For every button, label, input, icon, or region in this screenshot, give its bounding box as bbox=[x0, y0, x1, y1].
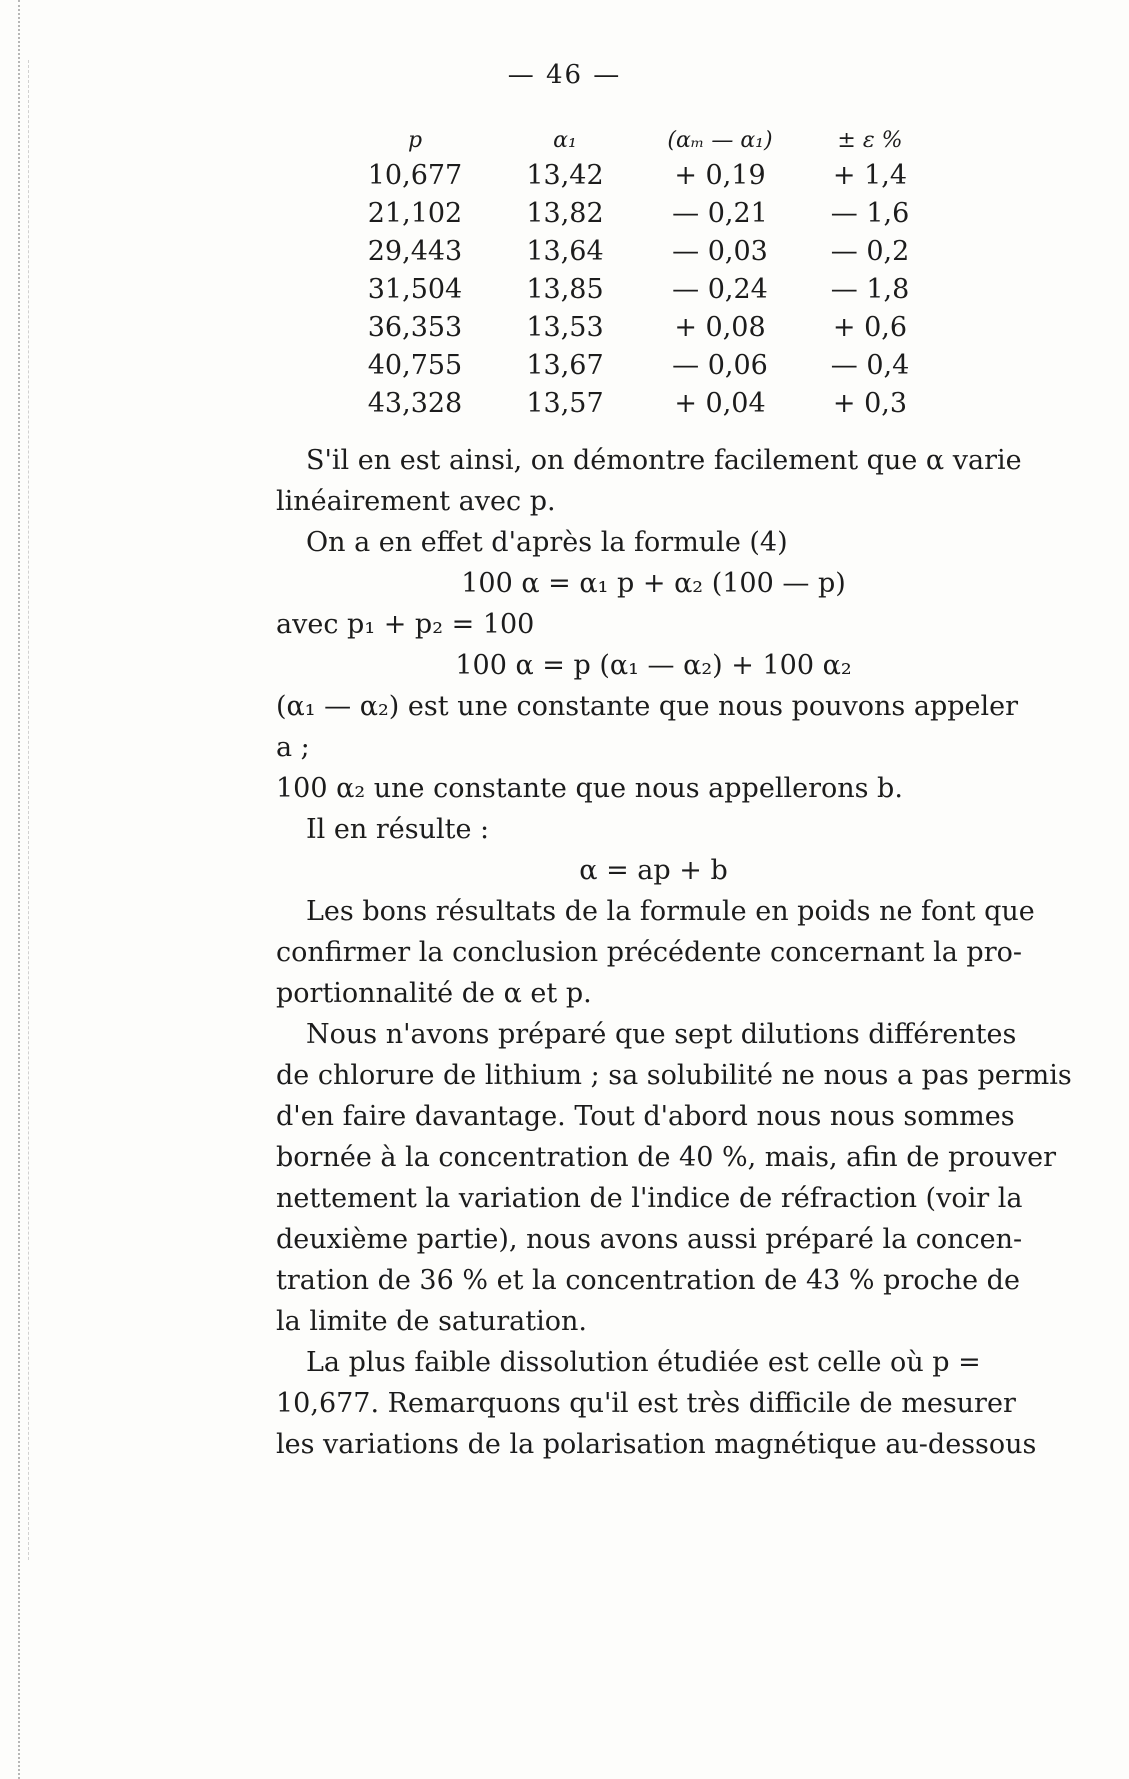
text-line: linéairement avec p. bbox=[276, 486, 556, 517]
table-cell: 10,677 bbox=[367, 159, 463, 191]
table-header-cell: ± ε % bbox=[837, 127, 903, 153]
table-cell: — 0,4 bbox=[830, 349, 910, 381]
page-number: — 46 — bbox=[507, 60, 622, 90]
table-cell: 13,82 bbox=[526, 197, 604, 229]
text-line: la limite de saturation. bbox=[276, 1306, 587, 1337]
table-cell: + 0,08 bbox=[674, 311, 766, 343]
table-header-cell: (αₘ — α₁) bbox=[667, 127, 773, 153]
table-cell: 31,504 bbox=[367, 273, 463, 305]
text-line: a ; bbox=[276, 732, 310, 763]
table-cell: + 0,6 bbox=[832, 311, 908, 343]
table-row bbox=[340, 346, 960, 384]
table-cell: — 0,03 bbox=[672, 235, 768, 267]
table-header-cell: α₁ bbox=[553, 127, 577, 153]
table-cell: 13,57 bbox=[526, 387, 604, 419]
table-cell: 40,755 bbox=[367, 349, 463, 381]
table-cell: + 0,04 bbox=[674, 387, 766, 419]
equation: α = ap + b bbox=[579, 855, 728, 886]
text-line: nettement la variation de l'indice de réfraction (voir la bbox=[276, 1183, 1023, 1214]
text-line: La plus faible dissolution étudiée est celle où p = bbox=[306, 1347, 981, 1378]
text-line: tration de 36 % et la concentration de 43 % proche de bbox=[276, 1265, 1020, 1296]
table-cell: — 0,24 bbox=[672, 273, 768, 305]
text-line: Nous n'avons préparé que sept dilutions différentes bbox=[306, 1019, 1017, 1050]
text-line: deuxième partie), nous avons aussi préparé la concen- bbox=[276, 1224, 1023, 1255]
table-row bbox=[340, 308, 960, 346]
table-cell: — 1,8 bbox=[830, 273, 910, 305]
table-row bbox=[340, 194, 960, 232]
text-line: les variations de la polarisation magnétique au-dessous bbox=[276, 1429, 1037, 1460]
table-cell: + 0,3 bbox=[832, 387, 908, 419]
table-cell: — 0,21 bbox=[672, 197, 768, 229]
table-cell: 36,353 bbox=[367, 311, 463, 343]
table-cell: — 1,6 bbox=[830, 197, 910, 229]
equation: 100 α = p (α₁ — α₂) + 100 α₂ bbox=[455, 650, 852, 681]
text-line: 100 α₂ une constante que nous appellerons b. bbox=[276, 773, 903, 804]
table-cell: + 1,4 bbox=[832, 159, 908, 191]
text-line: (α₁ — α₂) est une constante que nous pouvons appeler bbox=[276, 691, 1019, 722]
text-line: Il en résulte : bbox=[306, 814, 490, 845]
table-cell: 13,85 bbox=[526, 273, 604, 305]
table-cell: 13,64 bbox=[526, 235, 604, 267]
table-header-cell: p bbox=[407, 127, 423, 153]
text-line: d'en faire davantage. Tout d'abord nous nous sommes bbox=[276, 1101, 1015, 1132]
text-line: de chlorure de lithium ; sa solubilité ne nous a pas permis bbox=[276, 1060, 1072, 1091]
text-line: confirmer la conclusion précédente concernant la pro- bbox=[276, 937, 1022, 968]
table-cell: + 0,19 bbox=[674, 159, 766, 191]
table-cell: 29,443 bbox=[367, 235, 463, 267]
table-cell: 13,42 bbox=[526, 159, 604, 191]
table-row bbox=[340, 156, 960, 194]
text-line: bornée à la concentration de 40 %, mais, afin de prouver bbox=[276, 1142, 1057, 1173]
text-line: avec p₁ + p₂ = 100 bbox=[276, 609, 535, 640]
data-table bbox=[340, 124, 960, 422]
table-cell: — 0,06 bbox=[672, 349, 768, 381]
equation: 100 α = α₁ p + α₂ (100 — p) bbox=[461, 568, 846, 599]
table-header-row bbox=[340, 124, 960, 156]
table-row bbox=[340, 270, 960, 308]
table-row bbox=[340, 384, 960, 422]
scan-edge-shadow-inner bbox=[28, 60, 33, 1560]
table-cell: — 0,2 bbox=[830, 235, 910, 267]
text-line: portionnalité de α et p. bbox=[276, 978, 592, 1009]
table-cell: 43,328 bbox=[367, 387, 463, 419]
text-line: 10,677. Remarquons qu'il est très difficile de mesurer bbox=[276, 1388, 1016, 1419]
table-cell: 13,67 bbox=[526, 349, 604, 381]
table-cell: 21,102 bbox=[367, 197, 463, 229]
text-line: Les bons résultats de la formule en poids ne font que bbox=[306, 896, 1035, 927]
text-line: S'il en est ainsi, on démontre facilement que α varie bbox=[306, 445, 1022, 476]
table-cell: 13,53 bbox=[526, 311, 604, 343]
body-text bbox=[276, 440, 1072, 1465]
table-row bbox=[340, 232, 960, 270]
text-line: On a en effet d'après la formule (4) bbox=[306, 527, 788, 558]
